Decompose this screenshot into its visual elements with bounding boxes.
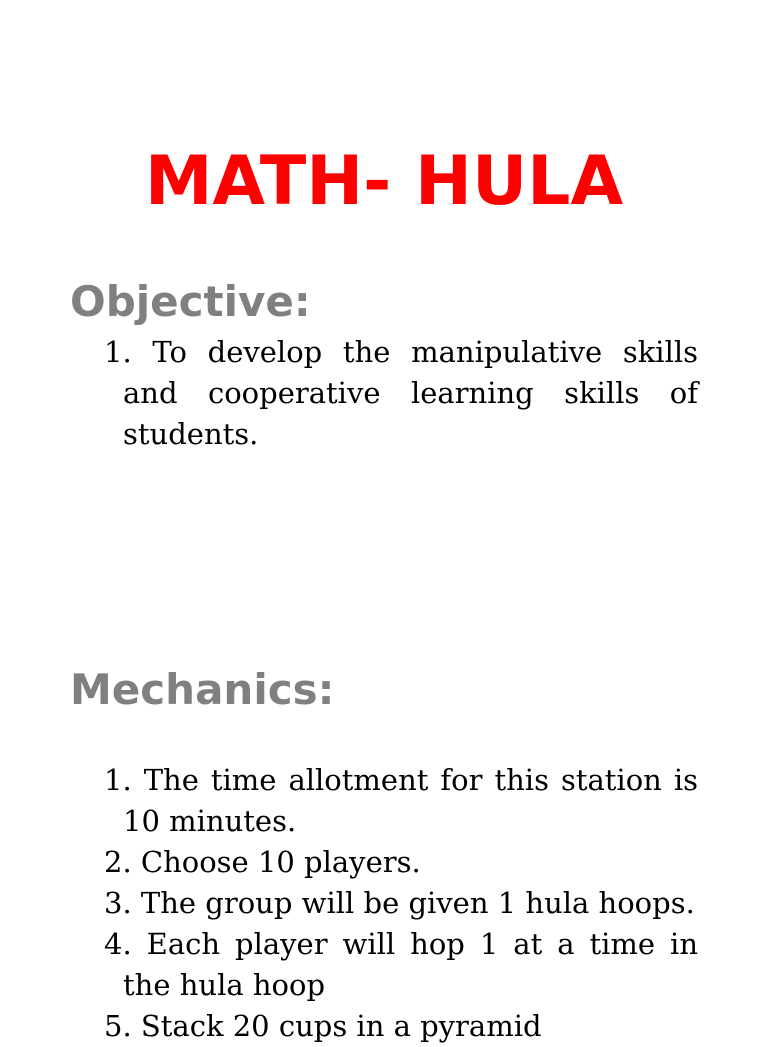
list-item — [104, 842, 698, 883]
objective-heading: Objective: — [70, 277, 311, 326]
item-number: 3. — [104, 886, 132, 920]
list-item — [104, 760, 698, 842]
item-number: 5. — [104, 1009, 132, 1043]
list-item — [104, 883, 698, 924]
item-text: Choose 10 players. — [140, 845, 421, 879]
mechanics-heading: Mechanics: — [70, 665, 335, 714]
objective-list — [104, 332, 698, 455]
item-text: The group will be given 1 hula hoops. — [140, 886, 695, 920]
list-item — [104, 1006, 698, 1047]
list-item — [104, 924, 698, 1006]
item-text: Stack 20 cups in a pyramid — [140, 1009, 542, 1043]
item-text: Each player will hop 1 at a time in the hula hoop — [123, 927, 699, 1002]
item-number: 2. — [104, 845, 132, 879]
item-number: 1. — [104, 763, 132, 797]
list-item — [104, 332, 698, 455]
item-text: To develop the manipulative skills and cooperative learning skills of students. — [123, 335, 699, 451]
item-text: The time allotment for this station is 10 minutes. — [123, 763, 699, 838]
page-title: MATH- HULA — [144, 142, 624, 221]
item-number: 1. — [104, 335, 132, 369]
item-number: 4. — [104, 927, 132, 961]
mechanics-list — [104, 760, 698, 1047]
